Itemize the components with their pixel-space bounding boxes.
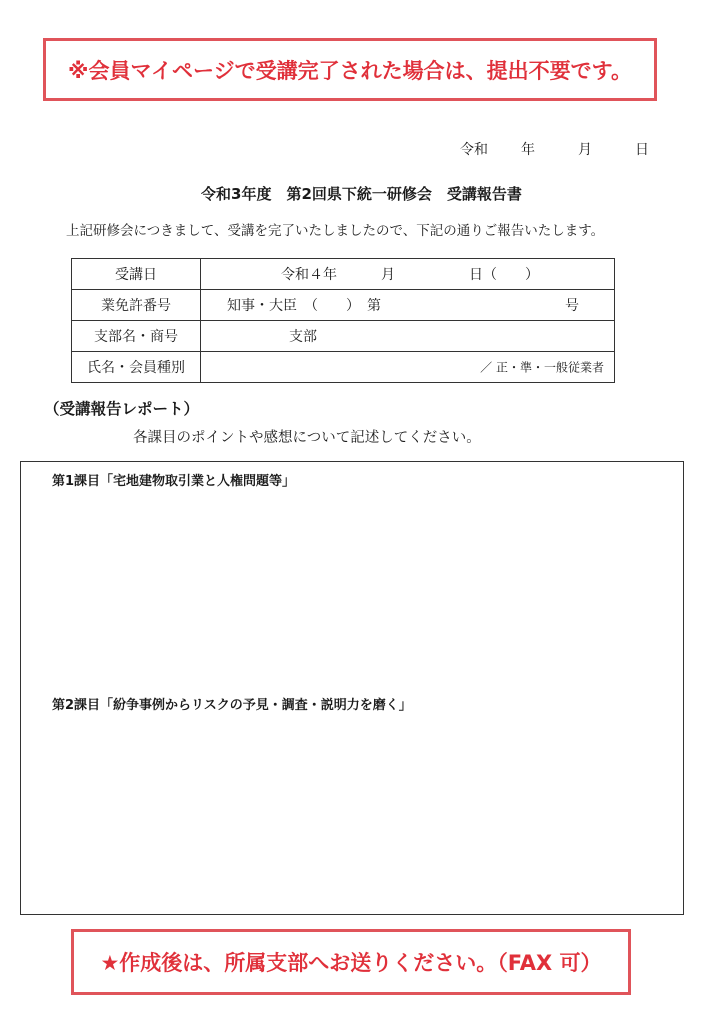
attendance-month: 月 [381,267,395,283]
date-month: 月 [578,142,592,158]
top-notice-box [43,38,657,101]
attendance-day: 日（ ） [469,267,539,283]
bottom-notice-box [71,929,631,995]
date-era: 令和 [460,142,488,158]
branch-label: 支部名・商号 [72,321,201,352]
table-row [72,259,615,290]
name-label: 氏名・会員種別 [72,352,201,383]
top-notice-text: ※会員マイページで受講完了された場合は、提出不要です。 [68,58,632,83]
bottom-notice-text: ★作成後は、所属支部へお送りください。（FAX 可） [100,951,602,975]
info-table [71,258,615,383]
subject-1-title: 第1課目「宅地建物取引業と人権問題等」 [52,474,296,489]
name-field[interactable] [201,352,615,383]
table-row [72,321,615,352]
license-label: 業免許番号 [72,290,201,321]
subject-2-title: 第2課目「紛争事例からリスクの予見・調査・説明力を磨く」 [52,698,412,713]
license-field[interactable] [201,290,615,321]
branch-field[interactable] [201,321,615,352]
attendance-date-label: 受講日 [72,259,201,290]
intro-text: 上記研修会につきまして、受講を完了いたしましたので、下記の通りご報告いたします。 [66,223,605,239]
page-title: 令和3年度 第2回県下統一研修会 受講報告書 [201,185,522,203]
attendance-era-year: 令和４年 [281,267,337,283]
report-heading: （受講報告レポート） [44,400,200,418]
table-row [72,352,615,383]
member-types: ／ 正・準・一般従業者 [480,360,604,375]
table-row [72,290,615,321]
date-day: 日 [635,142,649,158]
report-instruction: 各課目のポイントや感想について記述してください。 [133,430,481,446]
license-issuer: 知事・大臣 （ ） 第 [227,298,381,314]
report-writing-area[interactable] [20,461,684,915]
branch-suffix: 支部 [289,329,317,345]
date-year: 年 [521,142,535,158]
attendance-date-field[interactable] [201,259,615,290]
license-number-suffix: 号 [565,298,579,314]
